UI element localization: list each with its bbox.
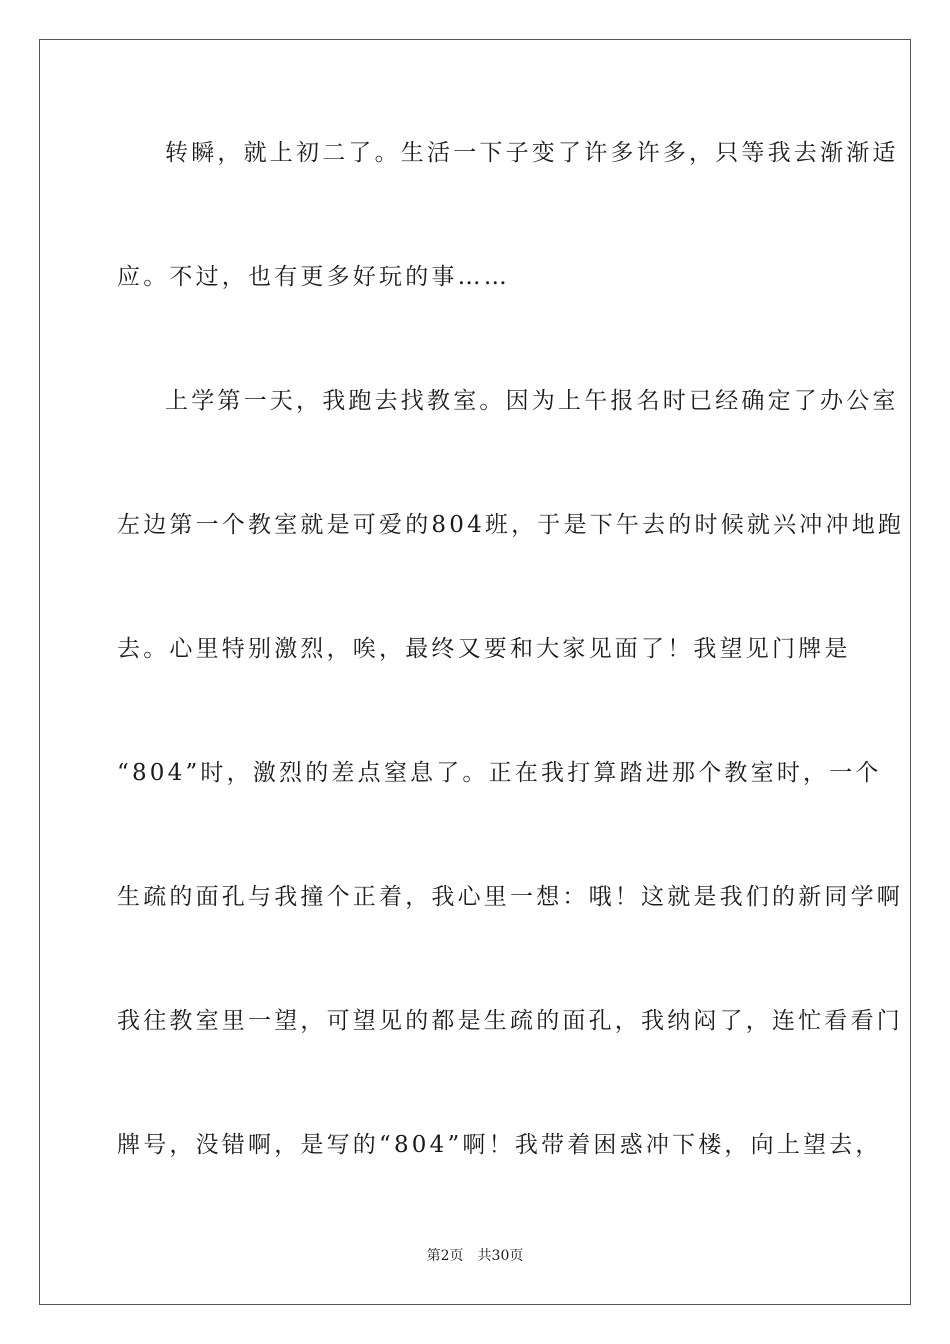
paragraph-2-line-2: 左边第一个教室就是可爱的804班，于是下午去的时候就兴冲冲地跑 bbox=[117, 512, 905, 538]
paragraph-2-line-1: 上学第一天，我跑去找教室。因为上午报名时已经确定了办公室 bbox=[165, 388, 899, 414]
paragraph-2-line-4: “804”时，激烈的差点窒息了。正在我打算踏进那个教室时，一个 bbox=[117, 760, 882, 786]
page-number: 第2页 bbox=[426, 1248, 464, 1264]
paragraph-2-line-5: 生疏的面孔与我撞个正着，我心里一想：哦！这就是我们的新同学啊 bbox=[117, 884, 903, 910]
paragraph-2-line-3: 去。心里特别激烈，唉，最终又要和大家见面了！我望见门牌是 bbox=[117, 636, 851, 662]
page-border bbox=[39, 39, 911, 1305]
page-footer bbox=[0, 1247, 950, 1265]
paragraph-1-line-1: 转瞬，就上初二了。生活一下子变了许多许多，只等我去渐渐适 bbox=[165, 140, 899, 166]
paragraph-2-line-7: 牌号，没错啊，是写的“804”啊！我带着困惑冲下楼，向上望去， bbox=[117, 1132, 882, 1158]
paragraph-1-line-2: 应。不过，也有更多好玩的事…… bbox=[117, 264, 510, 290]
paragraph-2-line-6: 我往教室里一望，可望见的都是生疏的面孔，我纳闷了，连忙看看门 bbox=[117, 1008, 903, 1034]
total-pages: 共30页 bbox=[477, 1248, 524, 1264]
